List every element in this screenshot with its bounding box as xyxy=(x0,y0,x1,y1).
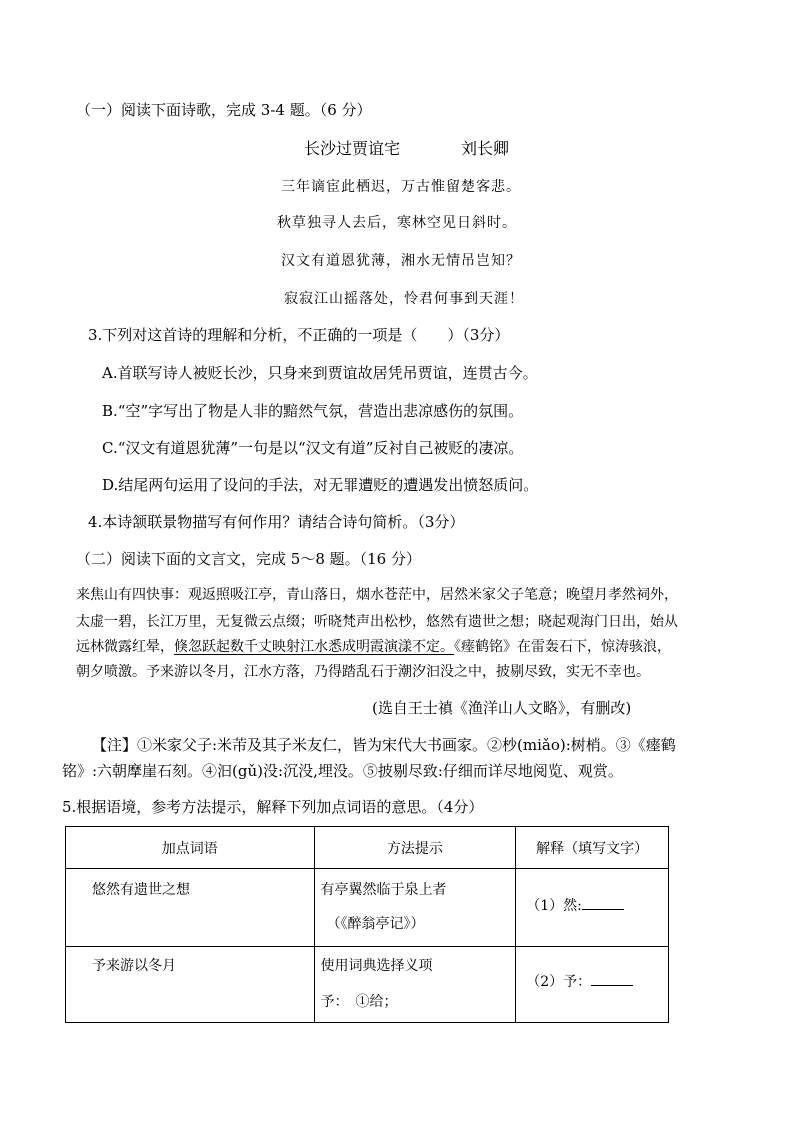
passage-line-1: 来焦山有四快事：观返照吸江亭，青山落日，烟水苍茫中，居然米家父子笔意；晚望月孝然祠外， xyxy=(76,587,678,603)
poem-title: 长沙过贾谊宅 xyxy=(304,139,401,158)
table-hint-line: 使用词典选择义项 xyxy=(320,958,433,974)
question-3-option-d: D.结尾两句运用了设问的手法，对无罪遭贬的遭遇发出愤怒质问。 xyxy=(102,476,539,494)
table-word: 予来游以冬月 xyxy=(92,958,176,974)
passage-line-3 xyxy=(76,636,671,656)
table-cell-answer xyxy=(516,947,669,1023)
question-5-stem: 5.根据语境，参考方法提示，解释下列加点词语的意思。（4分） xyxy=(62,798,484,816)
table-answer xyxy=(516,947,668,991)
poem-author: 刘长卿 xyxy=(461,139,510,158)
table-hint-line: 有亭翼然临于泉上者 xyxy=(320,882,447,898)
table-cell-answer xyxy=(516,869,669,947)
passage-text: 远林微露红晕， xyxy=(76,639,174,655)
answer-blank[interactable] xyxy=(582,897,624,910)
table-cell-hint xyxy=(314,869,516,947)
poem-line: 秋草独寻人去后，寒林空见日斜时。 xyxy=(277,215,517,231)
passage-source: (选自王士禛《渔洋山人文略》，有删改) xyxy=(372,699,632,717)
passage-underlined-sentence: 倏忽跃起数千丈映射江水悉成明霞演漾不定。 xyxy=(174,639,454,655)
table-word: 悠然有遗世之想 xyxy=(92,882,190,898)
passage-line-4: 朝夕喷激。予来游以冬月，江水方落，乃得踏乱石于潮汐汩没之中，披剔尽致，实无不幸也。 xyxy=(76,664,650,680)
question-3-option-c: C.“汉文有道恩犹薄”一句是以“汉文有道”反衬自己被贬的凄凉。 xyxy=(102,439,524,457)
table-hint-line: 予： ①给； xyxy=(320,994,398,1010)
section1-heading: （一）阅读下面诗歌，完成 3-4 题。（6 分） xyxy=(76,101,372,119)
table-header-cell: 加点词语 xyxy=(66,827,315,869)
table-header-row xyxy=(66,827,669,869)
question-3-option-b: B.“空”字写出了物是人非的黯然气氛，营造出悲凉感伤的氛围。 xyxy=(102,402,524,420)
table-row xyxy=(66,869,669,947)
question-3-stem: 3.下列对这首诗的理解和分析，不正确的一项是（ ）（3分） xyxy=(88,326,510,344)
table-hint-line: （《醉翁亭记》） xyxy=(326,916,425,932)
question-4-stem: 4.本诗颔联景物描写有何作用？请结合诗句简析。（3分） xyxy=(88,513,465,531)
notes-line-2: 铭》:六朝摩崖石刻。④汩(gǔ)没:沉没,埋没。⑤披剔尽致:仔细而详尽地阅览、观赏。 xyxy=(62,762,623,780)
poem-line: 汉文有道恩犹薄，湘水无情吊岂知？ xyxy=(281,253,521,269)
table-cell-hint xyxy=(314,947,516,1023)
table-cell-word xyxy=(66,947,315,1023)
table-cell-word xyxy=(66,869,315,947)
table-header-cell: 解释（填写文字） xyxy=(516,827,669,869)
answer-label: （2）予： xyxy=(526,974,592,990)
table-answer xyxy=(516,869,668,915)
passage-line-2: 太虚一碧，长江万里，无复微云点缀；听晓梵声出松杪，悠然有遗世之想；晓起观海门日出，始从 xyxy=(76,614,678,630)
passage-text: 《瘗鹤铭》在雷轰石下，惊涛骇浪， xyxy=(454,639,671,655)
poem-line: 三年谪宦此栖迟，万古惟留楚客悲。 xyxy=(281,179,521,195)
poem-line: 寂寂江山摇落处，怜君何事到天涯！ xyxy=(284,291,524,307)
table-row xyxy=(66,947,669,1023)
section2-heading: （二）阅读下面的文言文，完成 5～8 题。（16 分） xyxy=(76,550,421,568)
answer-table xyxy=(65,826,669,1023)
notes-line-1: 【注】①米家父子:米芾及其子米友仁，皆为宋代大书画家。②杪(miǎo):树梢。③《瘗鹤 xyxy=(92,736,676,754)
answer-blank[interactable] xyxy=(591,973,633,986)
question-3-option-a: A.首联写诗人被贬长沙，只身来到贾谊故居凭吊贾谊，连贯古今。 xyxy=(102,364,538,382)
table-header-cell: 方法提示 xyxy=(314,827,516,869)
answer-label: （1）然: xyxy=(526,898,582,914)
